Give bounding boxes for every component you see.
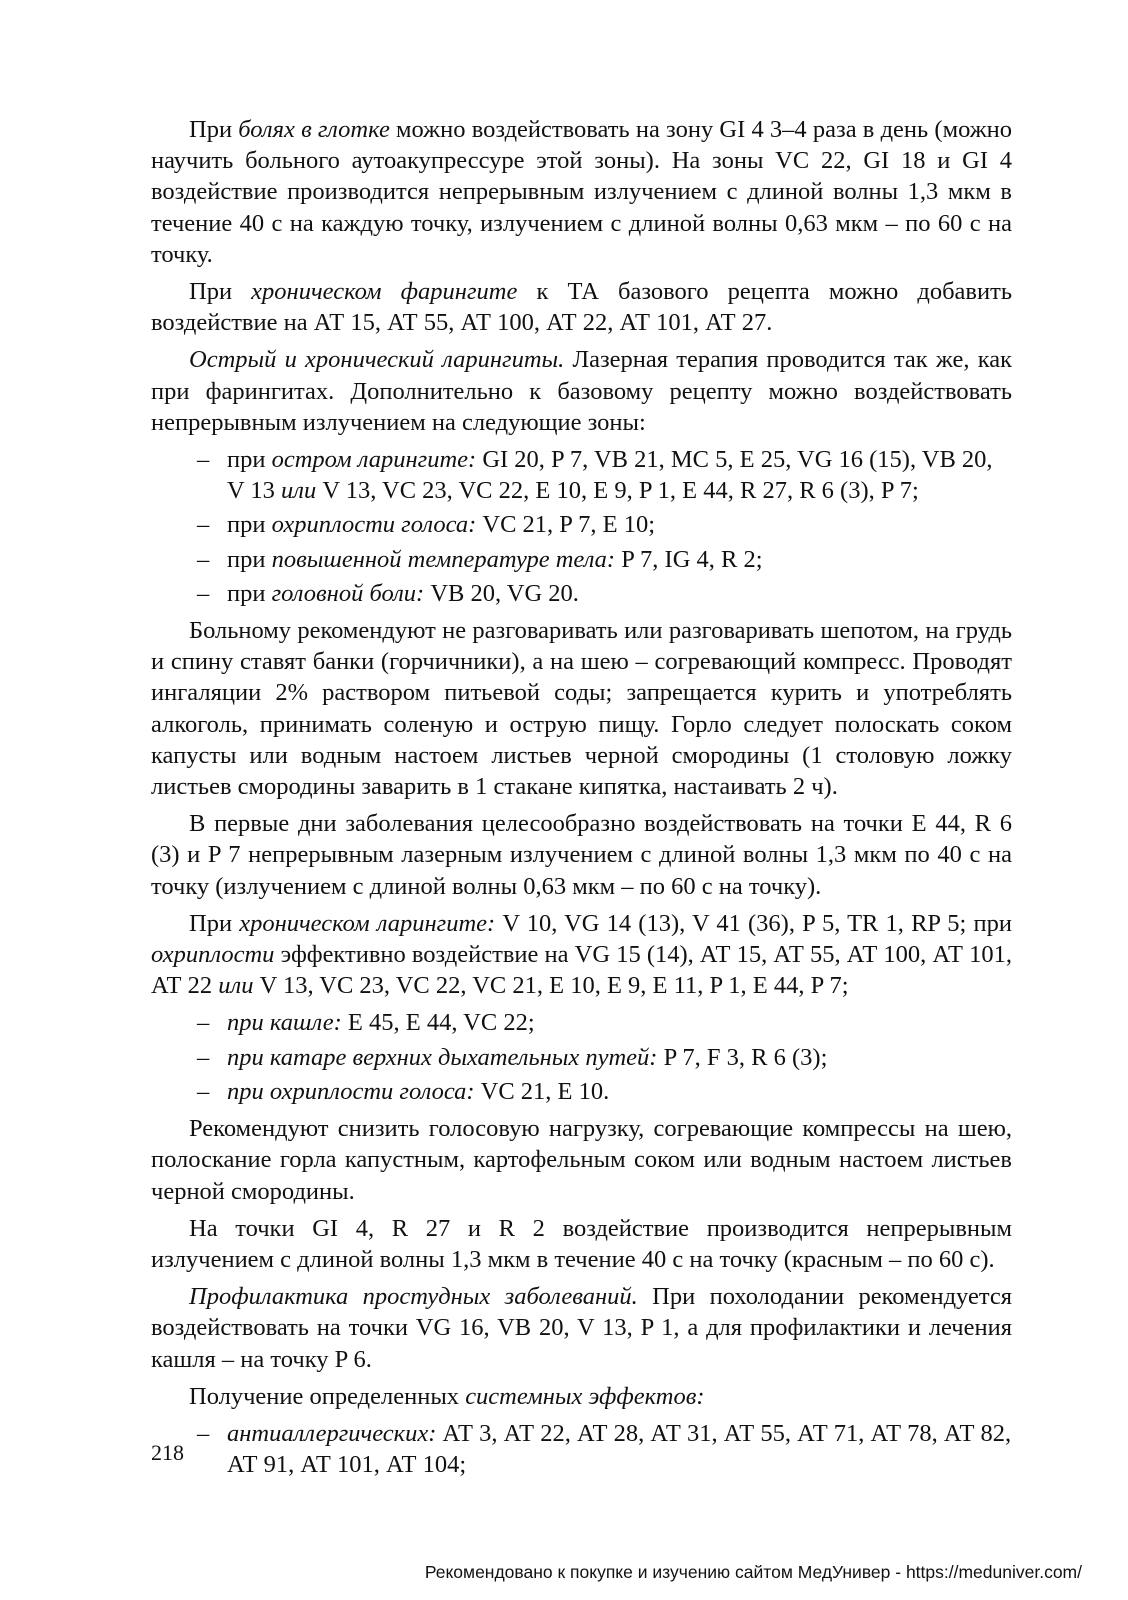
body-text: к ТА базового рецепта можно добавить воздействие на АТ 15, АТ 55, АТ 100, АТ 22, АТ 101, АТ 27. xyxy=(151,278,1012,337)
dash-list xyxy=(151,1418,1012,1480)
list-item xyxy=(151,578,1012,609)
emphasis-text: системных эффектов: xyxy=(465,1382,705,1410)
emphasis-text: Острый и хронический ларингиты. xyxy=(189,346,565,374)
body-text: при xyxy=(227,446,272,474)
body-text: можно воздействовать на зону GI 4 3–4 раза в день (можно научить больного аутоакупрессуре этой зоны). На зоны VC 22, GI 18 и GI 4 воздействие производится непрерывным излучением с длиной волны 1,3 мкм в течение 40 с на каждую точку, излучением с длиной волны 0,63 мкм – по 60 с на точку. xyxy=(151,116,1013,268)
footer-note: Рекомендовано к покупке и изучению сайтом МедУнивер - https://meduniver.com/ xyxy=(424,1562,1082,1582)
emphasis-text: антиаллергических: xyxy=(227,1419,437,1447)
body-text: при xyxy=(227,579,272,607)
emphasis-text: охриплости xyxy=(151,941,275,969)
emphasis-text: или xyxy=(218,972,254,1000)
body-text: P 7, IG 4, R 2; xyxy=(615,545,763,573)
list-item xyxy=(151,1076,1012,1107)
emphasis-text: или xyxy=(281,477,317,505)
body-text: АТ 3, АТ 22, АТ 28, АТ 31, АТ 55, АТ 71, АТ 78, АТ 82, АТ 91, АТ 101, АТ 104; xyxy=(227,1419,1012,1479)
paragraph xyxy=(151,114,1012,270)
body-text: Рекомендуют снизить голосовую нагрузку, согревающие компрессы на шею, полоскание горла капустным, картофельным соком или водным настоем листьев черной смородины. xyxy=(151,1115,1012,1205)
emphasis-text: хроническом ларингите: xyxy=(239,909,496,937)
list-item xyxy=(151,444,1012,506)
body-text: При xyxy=(189,909,240,937)
paragraph xyxy=(151,1381,1012,1412)
paragraph xyxy=(151,908,1012,1002)
body-text: VC 21, E 10. xyxy=(474,1077,610,1105)
list-item xyxy=(151,1418,1012,1480)
body-text: При похолодании рекомендуется воздействовать на точки VG 16, VB 20, V 13, P 1, а для профилактики и лечения кашля – на точку P 6. xyxy=(151,1283,1012,1373)
body-text: Получение определенных xyxy=(189,1382,466,1410)
body-text: На точки GI 4, R 27 и R 2 воздействие производится непрерывным излучением с длиной волны 1,3 мкм в течение 40 с на точку (красным – по 60 с). xyxy=(151,1214,1012,1273)
body-text: при xyxy=(227,511,272,539)
paragraph xyxy=(151,615,1012,802)
emphasis-text: при охриплости голоса: xyxy=(227,1077,475,1105)
body-text: Лазерная терапия проводится так же, как при фарингитах. Дополнительно к базовому рецепту можно воздействовать непрерывным излучением на следующие зоны: xyxy=(151,346,1013,436)
list-item xyxy=(151,509,1012,540)
body-text: При xyxy=(189,278,252,306)
emphasis-text: охриплости голоса: xyxy=(271,511,477,539)
page-body xyxy=(151,114,1012,1486)
emphasis-text: при катаре верхних дыхательных путей: xyxy=(227,1043,658,1071)
body-text: Больному рекомендуют не разговаривать или разговаривать шепотом, на грудь и спину ставят банки (горчичники), а на шею – согревающий компресс. Проводят ингаляции 2% раствором питьевой соды; запрещается курить и употреблять алкоголь, принимать соленую и острую пищу. Горло следует полоскать соком капусты или водным настоем листьев черной смородины (1 столовую ложку листьев смородины заварить в 1 стакане кипятка, настаивать 2 ч). xyxy=(151,617,1012,801)
emphasis-text: остром ларингите: xyxy=(271,446,477,474)
emphasis-text: болях в глотке xyxy=(238,116,390,143)
page-number: 218 xyxy=(151,1440,184,1465)
list-item xyxy=(151,1042,1012,1073)
body-text: P 7, F 3, R 6 (3); xyxy=(657,1043,828,1071)
body-text: при xyxy=(227,545,272,573)
paragraph xyxy=(151,276,1012,338)
body-text: E 45, E 44, VC 22; xyxy=(341,1009,535,1037)
emphasis-text: повышенной температуре тела: xyxy=(271,545,616,573)
body-text: VC 21, P 7, E 10; xyxy=(476,511,656,539)
body-text: эффективно воздействие на VG 15 (14), АТ 15, АТ 55, АТ 100, АТ 101, АТ 22 xyxy=(151,941,1012,1000)
body-text: V 13, VC 23, VC 22, VC 21, E 10, E 9, E 11, P 1, E 44, P 7; xyxy=(253,972,849,1000)
list-item xyxy=(151,544,1012,575)
paragraph xyxy=(151,1281,1012,1375)
emphasis-text: головной боли: xyxy=(271,579,425,607)
emphasis-text: при кашле: xyxy=(227,1009,342,1037)
list-item xyxy=(151,1007,1012,1038)
body-text: GI 20, P 7, VB 21, MC 5, E 25, VG 16 (15), VB 20, V 13 xyxy=(227,446,993,505)
body-text: При xyxy=(189,116,239,143)
body-text: VB 20, VG 20. xyxy=(424,579,579,607)
paragraph xyxy=(151,1113,1012,1207)
dash-list xyxy=(151,1007,1012,1107)
body-text: В первые дни заболевания целесообразно воздействовать на точки E 44, R 6 (3) и P 7 непрерывным лазерным излучением с длиной волны 1,3 мкм по 40 с на точку (излучением с длиной волны 0,63 мкм – по 60 с на точку). xyxy=(151,810,1012,900)
emphasis-text: хроническом фарингите xyxy=(251,278,518,306)
paragraph xyxy=(151,344,1012,438)
emphasis-text: Профилактика простудных заболеваний. xyxy=(189,1283,638,1311)
body-text: V 10, VG 14 (13), V 41 (36), P 5, TR 1, RP 5; при xyxy=(495,909,1012,937)
paragraph xyxy=(151,1213,1012,1275)
body-text: V 13, VC 23, VC 22, E 10, E 9, P 1, E 44, R 27, R 6 (3), P 7; xyxy=(316,477,919,505)
paragraph xyxy=(151,808,1012,902)
dash-list xyxy=(151,444,1012,609)
